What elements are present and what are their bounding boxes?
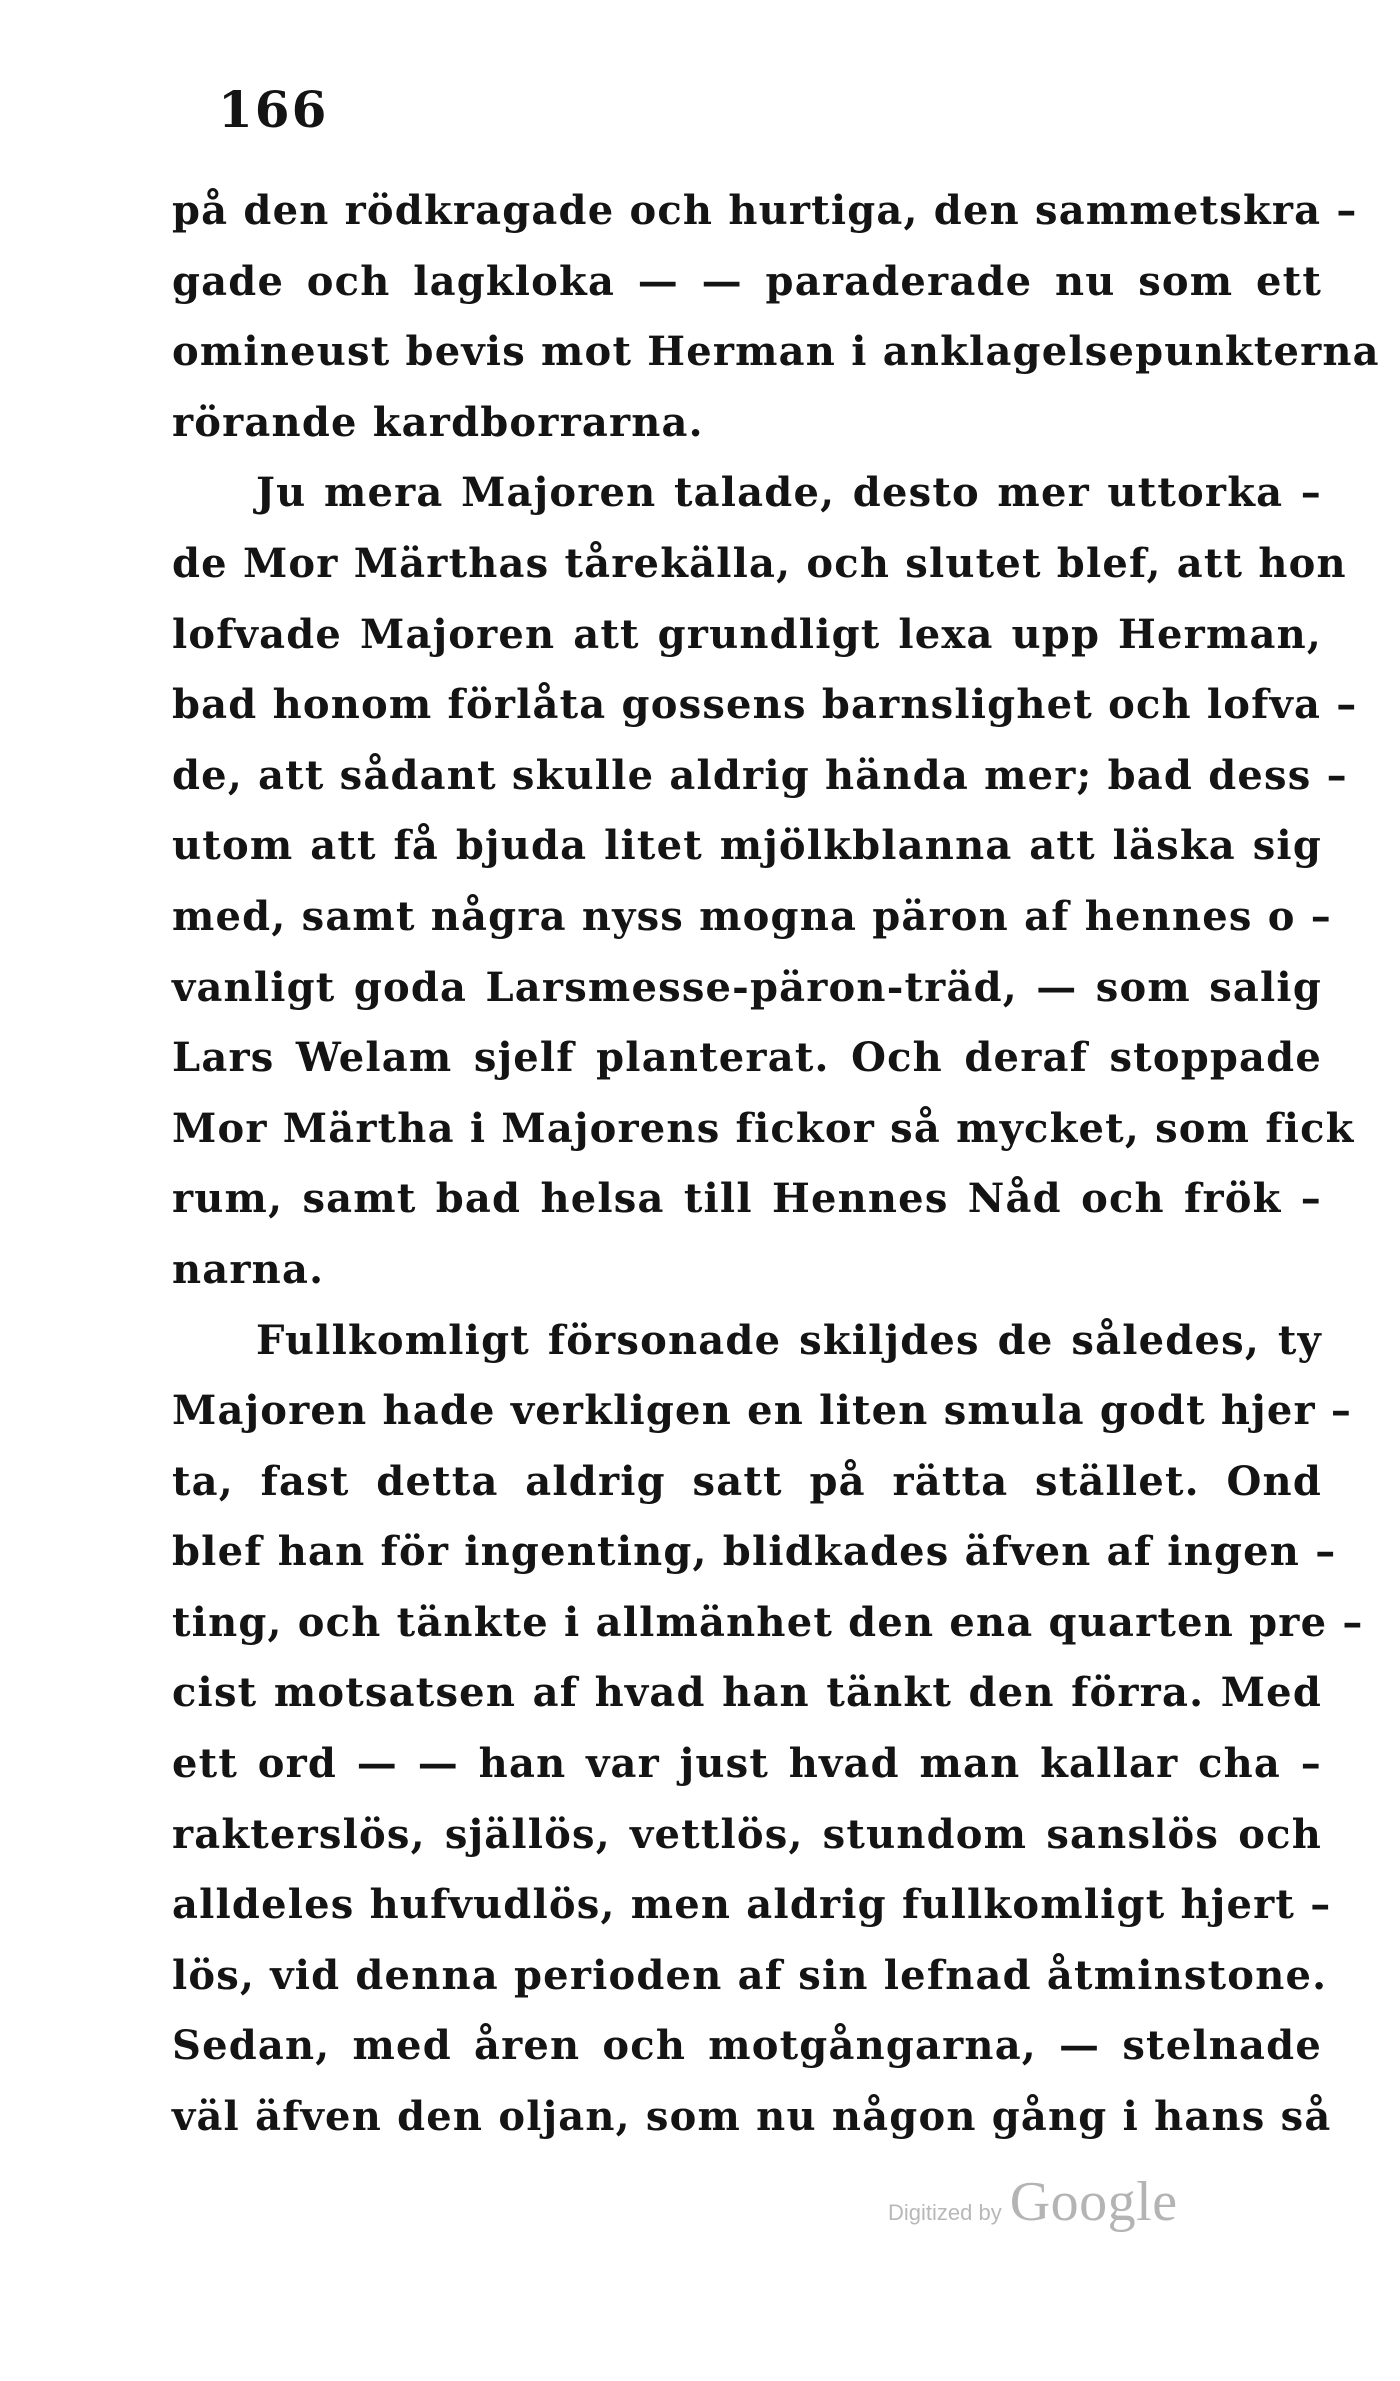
text-line: väl äfven den oljan, som nu någon gång i hans så	[172, 2093, 1332, 2141]
google-logo: Google	[1009, 2171, 1178, 2233]
body-text	[172, 176, 1380, 2153]
text-line: ta, fast detta aldrig satt på rätta stället. Ond	[172, 1457, 1322, 1505]
text-line: rörande kardborrarna.	[172, 398, 704, 446]
text-line: Lars Welam sjelf planterat. Och deraf stoppade	[172, 1034, 1322, 1082]
text-line: rakterslös, själlös, vettlös, stundom sanslös och	[172, 1810, 1322, 1858]
text-line: rum, samt bad helsa till Hennes Nåd och frök –	[172, 1175, 1322, 1223]
text-line: lofvade Majoren att grundligt lexa upp Herman,	[172, 610, 1322, 658]
text-line: vanligt goda Larsmesse-päron-träd, — som salig	[172, 963, 1322, 1011]
page-number: 166	[218, 80, 329, 139]
digitized-by-google-watermark	[888, 2170, 1208, 2250]
paragraph-start-line: Ju mera Majoren talade, desto mer uttorka –	[256, 469, 1322, 517]
text-line: ting, och tänkte i allmänhet den ena quarten pre –	[172, 1598, 1364, 1646]
text-line: Sedan, med åren och motgångarna, — stelnade	[172, 2022, 1322, 2070]
digitized-by-label: Digitized by	[888, 2200, 1002, 2225]
text-line: cist motsatsen af hvad han tänkt den förra. Med	[172, 1669, 1322, 1717]
text-line: omineust bevis mot Herman i anklagelsepunkterna	[172, 328, 1380, 376]
text-line: blef han för ingenting, blidkades äfven af ingen –	[172, 1528, 1337, 1576]
text-line: narna.	[172, 1245, 325, 1293]
text-line: alldeles hufvudlös, men aldrig fullkomligt hjert –	[172, 1881, 1332, 1929]
text-line: ett ord — — han var just hvad man kallar cha –	[172, 1740, 1322, 1788]
text-line: Mor Märtha i Majorens fickor så mycket, som fick	[172, 1104, 1355, 1152]
text-line: lös, vid denna perioden af sin lefnad åtminstone.	[172, 1951, 1328, 1999]
text-line: de Mor Märthas tårekälla, och slutet blef, att hon	[172, 539, 1347, 587]
text-line: med, samt några nyss mogna päron af hennes o –	[172, 892, 1332, 940]
text-line: utom att få bjuda litet mjölkblanna att läska sig	[172, 822, 1322, 870]
text-line: de, att sådant skulle aldrig hända mer; bad dess –	[172, 751, 1348, 799]
text-line: bad honom förlåta gossens barnslighet och lofva –	[172, 681, 1358, 729]
text-line: Majoren hade verkligen en liten smula godt hjer –	[172, 1387, 1353, 1435]
text-line: gade och lagkloka — — paraderade nu som ett	[172, 257, 1322, 305]
text-line: på den rödkragade och hurtiga, den sammetskra –	[172, 187, 1358, 234]
paragraph-start-line: Fullkomligt försonade skiljdes de således, ty	[256, 1316, 1322, 1364]
